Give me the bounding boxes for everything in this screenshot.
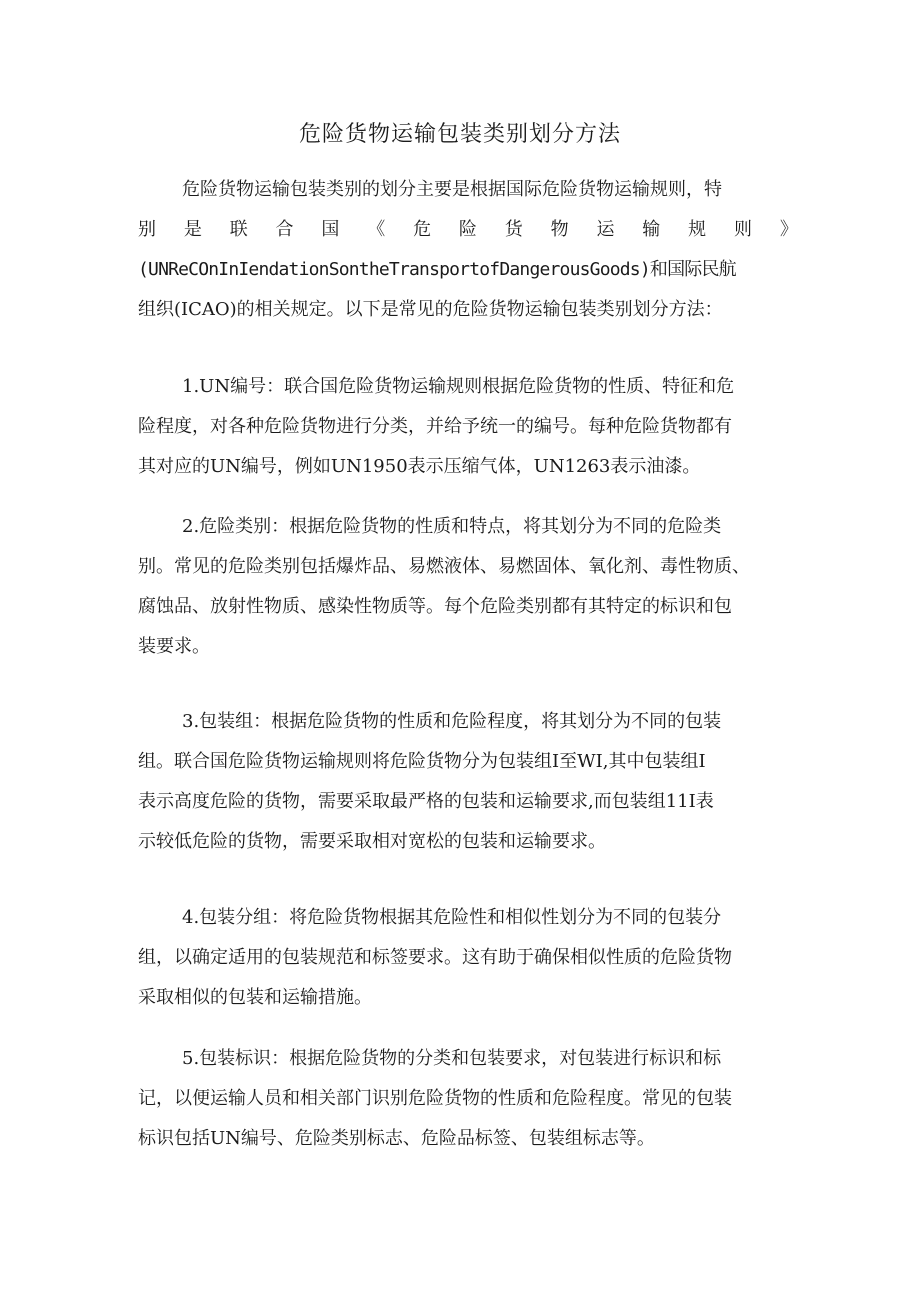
- list-item-packing-subgroup: [138, 898, 798, 1018]
- char: 国: [321, 219, 340, 240]
- list-item-packing-group: [138, 702, 798, 862]
- char: 险: [458, 219, 477, 240]
- text-line: 其对应的UN编号，例如UN1950表示压缩气体，UN1263表示油漆。: [138, 456, 701, 477]
- text-line: 采取相似的包装和运输措施。: [138, 987, 372, 1008]
- text-line: 装要求。: [138, 636, 210, 657]
- char: 则: [733, 219, 752, 240]
- text-line: 险程度，对各种危险货物进行分类，并给予统一的编号。每种危险货物都有: [138, 416, 732, 437]
- text-line: 4.包装分组：将危险货物根据其危险性和相似性划分为不同的包装分: [182, 907, 722, 928]
- char: 危: [413, 219, 432, 240]
- text-line: 腐蚀品、放射性物质、感染性物质等。每个危险类别都有其特定的标识和包: [138, 596, 732, 617]
- text-line-spread: [138, 210, 798, 250]
- intro-paragraph: [138, 170, 798, 330]
- char: 别: [138, 219, 156, 240]
- char: 是: [183, 219, 202, 240]
- text-line: 2.危险类别：根据危险货物的性质和特点，将其划分为不同的危险类: [182, 516, 722, 537]
- text-line: 组。联合国危险货物运输规则将危险货物分为包装组I至WI,其中包装组I: [138, 751, 706, 772]
- text-line: 3.包装组：根据危险货物的性质和危险程度，将其划分为不同的包装: [182, 711, 722, 732]
- text-line: 表示高度危险的货物，需要采取最严格的包装和运输要求,而包装组11I表: [138, 791, 714, 812]
- text-line: 别。常见的危险类别包括爆炸品、易燃液体、易燃固体、氧化剂、毒性物质、: [138, 556, 750, 577]
- char: 《: [367, 219, 386, 240]
- list-item-packing-marking: [138, 1039, 798, 1159]
- char: 》: [779, 219, 798, 240]
- text-line: 5.包装标识：根据危险货物的分类和包装要求，对包装进行标识和标: [182, 1048, 722, 1069]
- list-item-un-number: [138, 367, 798, 487]
- text-line: 记，以便运输人员和相关部门识别危险货物的性质和危险程度。常见的包装: [138, 1088, 732, 1109]
- text-line: 示较低危险的货物，需要采取相对宽松的包装和运输要求。: [138, 831, 606, 852]
- char: 运: [596, 219, 615, 240]
- text-line: (UNReCOnInIendationSontheTransportofDangerousGoods)和国际民航: [138, 259, 736, 280]
- text-line: 组织(ICAO)的相关规定。以下是常见的危险货物运输包装类别划分方法：: [138, 299, 723, 320]
- text-line: 组，以确定适用的包装规范和标签要求。这有助于确保相似性质的危险货物: [138, 947, 732, 968]
- text-line: 1.UN编号：联合国危险货物运输规则根据危险货物的性质、特征和危: [182, 376, 735, 397]
- char: 联: [229, 219, 248, 240]
- char: 物: [550, 219, 569, 240]
- char: 货: [504, 219, 523, 240]
- document-title: 危险货物运输包装类别划分方法: [298, 122, 621, 147]
- text-line: 危险货物运输包装类别的划分主要是根据国际危险货物运输规则，特: [182, 179, 722, 200]
- char: 规: [688, 219, 707, 240]
- list-item-hazard-class: [138, 507, 798, 667]
- text-line: 标识包括UN编号、危险类别标志、危险品标签、包装组标志等。: [138, 1128, 655, 1149]
- char: 合: [275, 219, 294, 240]
- char: 输: [642, 219, 661, 240]
